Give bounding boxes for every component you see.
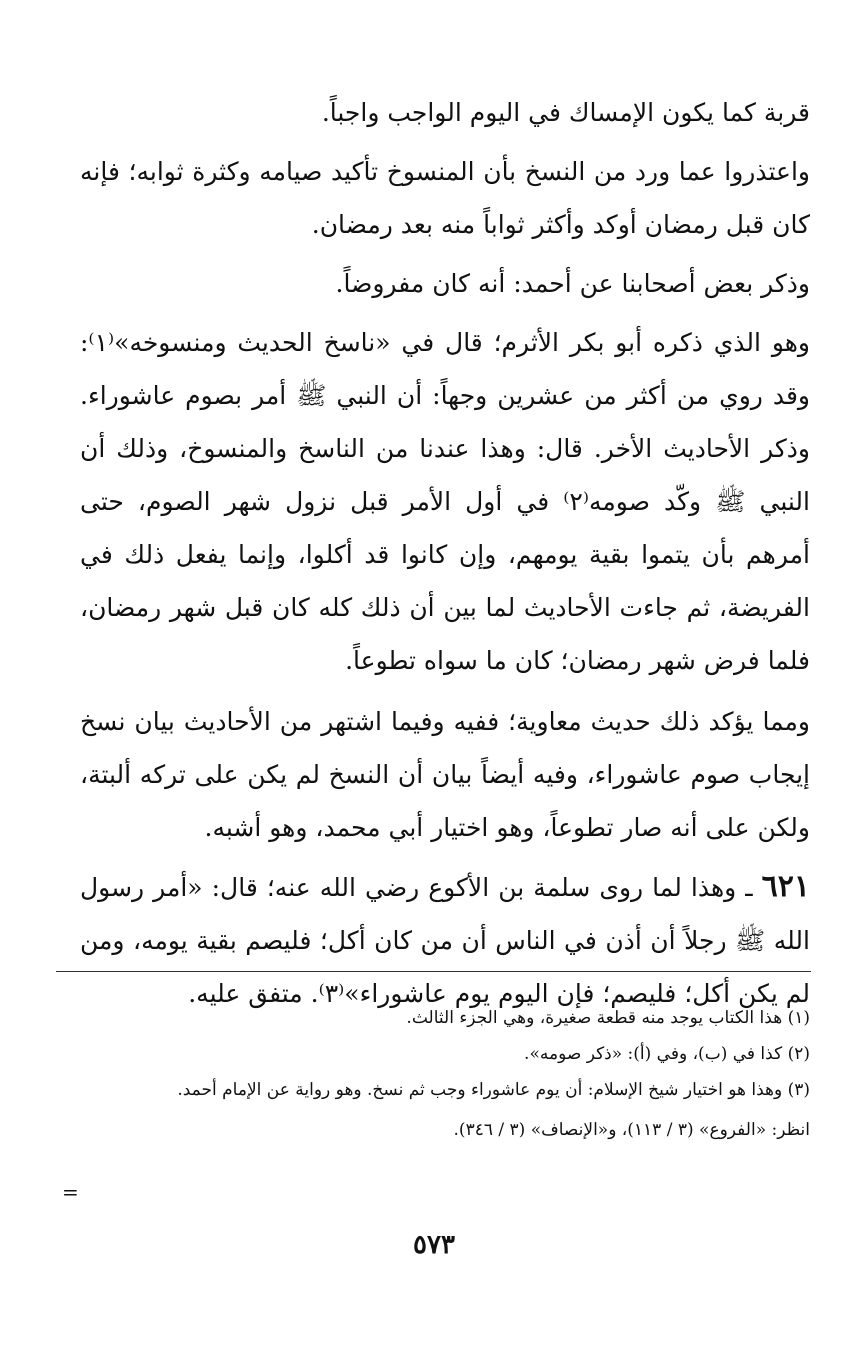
hadith-number: ٦٢١ <box>761 869 810 904</box>
hadith-text: ـ وهذا لما روى سلمة بن الأكوع رضي الله عنه؛ قال: «أمر رسول الله ﷺ رجلاً أن أذن في الناس أن من كان أكل؛ فليصم بقية يومه، ومن لم يكن أكل؛ فليصم؛ فإن اليوم يوم عاشوراء»⁽٣⁾. متفق عليه. <box>80 873 810 1008</box>
paragraph-4: وهو الذي ذكره أبو بكر الأثرم؛ قال في «ناسخ الحديث ومنسوخه»⁽١⁾: وقد روي من أكثر من عشرين وجهاً: أن النبي ﷺ أمر بصوم عاشوراء. وذكر الأحاديث الأخر. قال: وهذا عندنا من الناسخ والمنسوخ، وذلك أن النبي ﷺ وكّد صومه⁽٢⁾ في أول الأمر قبل نزول شهر الصوم، حتى أمرهم بأن يتموا بقية يومهم، وإن كانوا قد أكلوا، وإنما يفعل ذلك في الفريضة، ثم جاءت الأحاديث لما بين أن ذلك كله كان قبل شهر رمضان، فلما فرض شهر رمضان؛ كان ما سواه تطوعاً. <box>80 328 810 675</box>
footnote-1: (١) هذا الكتاب يوجد منه قطعة صغيرة، وهي الجزء الثالث. <box>406 1008 810 1028</box>
footnote-3: (٣) وهذا هو اختيار شيخ الإسلام: أن يوم عاشوراء وجب ثم نسخ. وهو رواية عن الإمام أحمد. <box>177 1080 810 1100</box>
footnote-reference: انظر: «الفروع» (٣ / ١١٣)، و«الإنصاف» (٣ / ٣٤٦). <box>453 1120 810 1140</box>
page-number: ٥٧٣ <box>413 1230 455 1260</box>
paragraph-5: ومما يؤكد ذلك حديث معاوية؛ ففيه وفيما اشتهر من الأحاديث بيان نسخ إيجاب صوم عاشوراء، وفيه أيضاً بيان أن النسخ لم يكن على تركه ألبتة، ولكن على أنه صار تطوعاً، وهو اختيار أبي محمد، وهو أشبه. <box>80 707 810 842</box>
footnote-2: (٢) كذا في (ب)، وفي (أ): «ذكر صومه». <box>524 1044 810 1064</box>
paragraph-2: واعتذروا عما ورد من النسخ بأن المنسوخ تأكيد صيامه وكثرة ثوابه؛ فإنه كان قبل رمضان أوكد وأكثر ثواباً منه بعد رمضان. <box>80 157 810 239</box>
paragraph-3: وذكر بعض أصحابنا عن أحمد: أنه كان مفروضاً. <box>335 269 810 298</box>
paragraph-1: قربة كما يكون الإمساك في اليوم الواجب واجباً. <box>321 98 810 127</box>
continuation-mark: = <box>62 1180 79 1204</box>
footnote-divider <box>56 971 811 972</box>
footnotes <box>66 1000 810 1148</box>
main-text <box>80 86 810 1026</box>
hadith-paragraph <box>80 860 810 1020</box>
